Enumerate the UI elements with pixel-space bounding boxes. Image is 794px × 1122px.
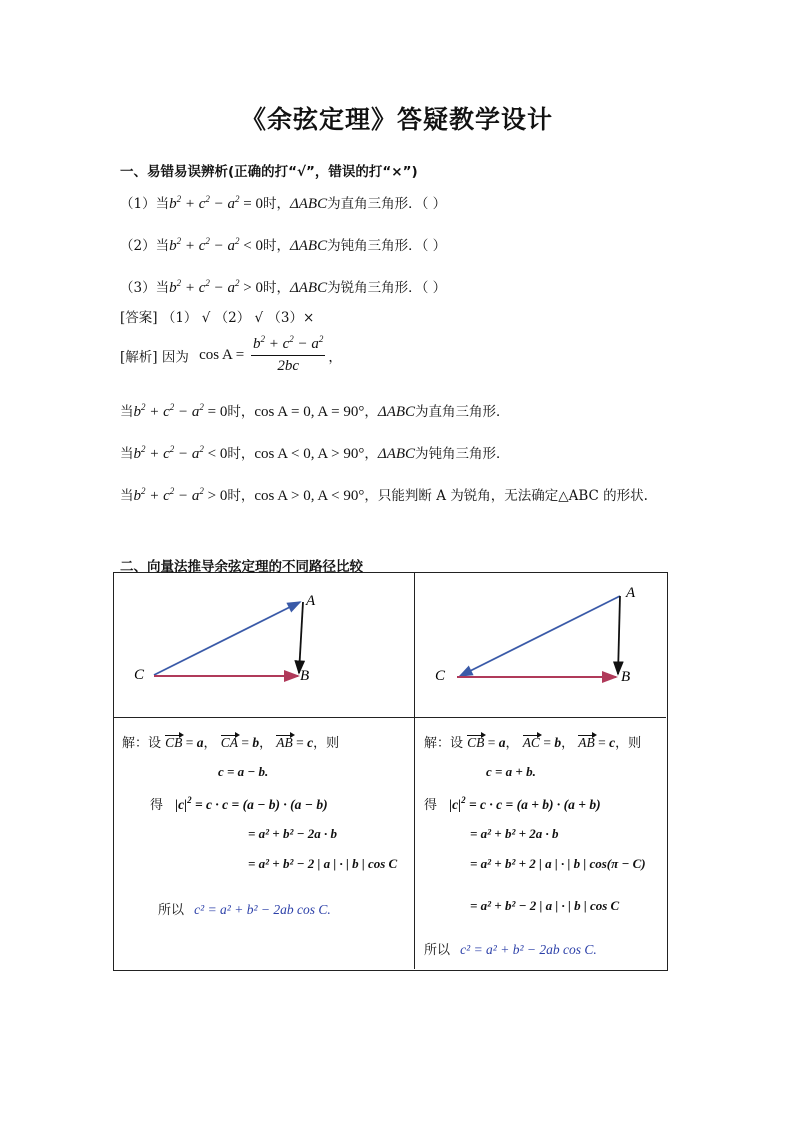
item-2: [120, 234, 446, 255]
item-2-result: 为钝角三角形．: [327, 238, 422, 254]
right-line-2: = a² + b² + 2a · b: [470, 826, 559, 841]
item-1-result: 为直角三角形．: [327, 196, 422, 212]
left-vector-CA: [154, 602, 300, 675]
right-line-3: = a² + b² + 2 | a | · | b | cos(π − C): [470, 856, 646, 871]
left-vec-CB: CB: [165, 735, 183, 750]
answer-line: [答案] （1） √ （2） √ （3）×: [120, 310, 315, 326]
right-label-B: B: [621, 669, 631, 685]
case-2-conclusion: 为钝角三角形．: [415, 446, 510, 462]
case-1-triangle: ΔABC: [377, 404, 416, 420]
right-vec-CB: CB: [467, 735, 485, 750]
right-label-A: A: [626, 585, 636, 601]
case-1-expr: $b^2 + c^2 - a^2$: [133, 402, 204, 420]
analysis-comma: ，: [328, 349, 342, 366]
case-1-prefix: 当: [120, 404, 134, 420]
analysis-label: [解析] 因为: [120, 349, 189, 366]
case-2-mid: 时，: [227, 446, 255, 462]
right-setup-pre: 解：设: [424, 736, 464, 751]
case-3-expr: $b^2 + c^2 - a^2$: [133, 486, 204, 504]
item-3-result: 为锐角三角形．: [327, 280, 422, 296]
item-2-triangle: ΔABC: [289, 238, 328, 254]
right-de: 得: [424, 798, 438, 813]
table-divider-horizontal: [113, 717, 666, 718]
left-c-eq: c = a − b.: [218, 764, 269, 779]
item-3-suffix: 时，: [262, 280, 290, 296]
case-2-rel: < 0: [203, 446, 228, 462]
right-setup: 解：设 CB = a， AC = b， AB = c，则: [424, 735, 642, 751]
analysis-line: [120, 336, 342, 375]
case-2-triangle: ΔABC: [377, 446, 416, 462]
right-line-4: = a² + b² − 2 | a | · | b | cos C: [470, 898, 620, 913]
left-result: c² = a² + b² − 2ab cos C.: [194, 902, 331, 917]
case-3-rel: > 0: [203, 488, 228, 504]
left-line-1: [150, 794, 328, 813]
item-1-triangle: ΔABC: [289, 196, 328, 212]
case-2-expr: $b^2 + c^2 - a^2$: [133, 444, 204, 462]
section2-heading: 二、向量法推导余弦定理的不同路径比较: [120, 559, 363, 575]
case-1-sep: ，: [364, 404, 378, 420]
case-1-rel: = 0: [203, 404, 228, 420]
page-title: 《余弦定理》答疑教学设计: [240, 105, 553, 134]
case-2-sep: ，: [364, 446, 378, 462]
left-so: 所以: [158, 903, 185, 918]
left-vec-CA: CA: [220, 735, 238, 750]
right-result-line: [424, 939, 597, 958]
analysis-cos-lhs: cos A =: [199, 347, 249, 363]
item-2-rel: < 0: [239, 238, 263, 254]
left-vector-AB: [299, 602, 303, 673]
left-de: 得: [150, 798, 164, 813]
case-3: [120, 484, 648, 505]
left-modc-sq: $|c|^2$: [175, 795, 192, 812]
right-vec-AB: AB: [578, 735, 595, 750]
item-3-rel: > 0: [239, 280, 263, 296]
left-diagram: [114, 573, 414, 717]
left-setup-pre: 解：设: [122, 736, 162, 751]
item-1: [120, 192, 446, 213]
left-vec-AB: AB: [276, 735, 293, 750]
left-label-C: C: [134, 667, 145, 683]
right-vector-AB: [618, 596, 620, 674]
case-1: [120, 400, 510, 421]
case-3-prefix: 当: [120, 488, 134, 504]
right-result: c² = a² + b² − 2ab cos C.: [460, 942, 597, 957]
item-3: [120, 276, 446, 297]
case-3-conclusion: 只能判断 A 为锐角，无法确定△ABC 的形状.: [377, 488, 648, 504]
case-2-prefix: 当: [120, 446, 134, 462]
left-label-A: A: [306, 593, 316, 609]
fraction-denominator: 2bc: [277, 358, 300, 374]
left-line-3: = a² + b² − 2 | a | · | b | cos C: [248, 856, 398, 871]
item-3-bracket: （ ）: [421, 280, 447, 296]
section1-heading: 一、易错易误辨析(正确的打“√”，错误的打“×”): [120, 164, 418, 180]
item-2-expr: $b^2 + c^2 - a^2$: [169, 236, 240, 254]
item-3-triangle: ΔABC: [289, 280, 328, 296]
right-modc-sq: $|c|^2$: [449, 795, 466, 812]
item-1-expr: $b^2 + c^2 - a^2$: [169, 194, 240, 212]
case-2: [120, 442, 510, 463]
item-2-bracket: （ ）: [421, 238, 447, 254]
case-1-conclusion: 为直角三角形．: [415, 404, 510, 420]
analysis-fraction: [251, 336, 325, 375]
right-diagram: [415, 573, 665, 717]
right-vec-AC: AC: [522, 735, 540, 750]
case-2-cos: cos A < 0, A > 90°: [254, 446, 365, 462]
right-c-eq: c = a + b.: [486, 764, 536, 779]
left-line-2: = a² + b² − 2a · b: [248, 826, 337, 841]
item-2-suffix: 时，: [262, 238, 290, 254]
left-result-line: [158, 899, 331, 918]
case-3-cos: cos A > 0, A < 90°: [254, 488, 365, 504]
item-1-rel: = 0: [239, 196, 263, 212]
case-3-sep: ，: [364, 488, 378, 504]
right-label-C: C: [435, 668, 446, 684]
item-1-num: （1）当: [120, 196, 170, 212]
item-2-num: （2）当: [120, 238, 170, 254]
case-1-mid: 时，: [227, 404, 255, 420]
right-eq-1: = c · c = (a + b) · (a + b): [465, 797, 601, 812]
item-1-bracket: （ ）: [421, 196, 447, 212]
left-setup: 解：设 CB = a， CA = b， AB = c，则: [122, 735, 340, 751]
case-1-cos: cos A = 0, A = 90°: [254, 404, 365, 420]
right-line-1: [424, 794, 601, 813]
fraction-numerator: $b^2 + c^2 - a^2$: [251, 336, 325, 356]
item-3-num: （3）当: [120, 280, 170, 296]
item-3-expr: $b^2 + c^2 - a^2$: [169, 278, 240, 296]
right-vector-AC: [460, 596, 620, 676]
left-label-B: B: [300, 668, 310, 684]
item-1-suffix: 时，: [262, 196, 290, 212]
right-so: 所以: [424, 943, 451, 958]
case-3-mid: 时，: [227, 488, 255, 504]
left-eq-1: = c · c = (a − b) · (a − b): [191, 797, 328, 812]
